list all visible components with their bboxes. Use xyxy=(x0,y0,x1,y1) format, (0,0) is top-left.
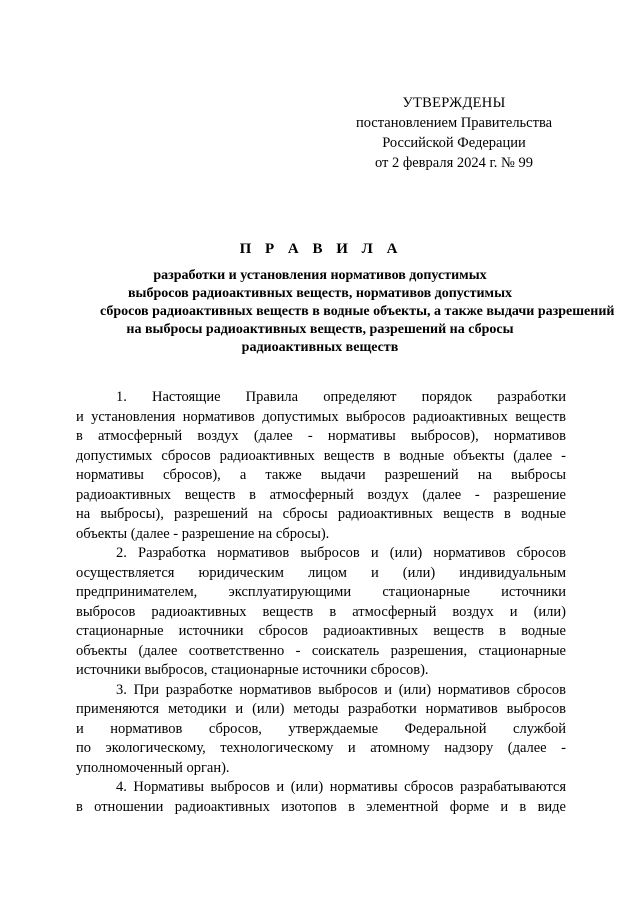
text-line: в атмосферный воздух (далее - нормативы выбросов), нормативов xyxy=(76,428,566,444)
approval-line-2: Российской Федерации xyxy=(382,135,526,151)
approval-line-1: постановлением Правительства xyxy=(355,115,553,131)
document-title: П Р А В И Л А xyxy=(239,241,403,257)
text-line: 3. При разработке нормативов выбросов и (или) нормативов сбросов xyxy=(116,681,566,698)
text-line: предпринимателем, эксплуатирующими стационарные источники xyxy=(76,584,566,600)
approval-stamp xyxy=(340,93,568,173)
subtitle-line: радиоактивных веществ xyxy=(241,340,399,355)
text-line: и установления нормативов допустимых выбросов радиоактивных веществ xyxy=(76,408,566,425)
text-line: 1. Настоящие Правила определяют порядок разработки xyxy=(116,389,566,405)
document-body xyxy=(76,388,566,817)
text-line: объекты (далее соответственно - соискатель разрешения, стационарные xyxy=(76,642,566,659)
text-line: осуществляется юридическим лицом и (или) индивидуальным xyxy=(76,564,566,581)
text-line: объекты (далее - разрешение на сбросы). xyxy=(76,525,330,542)
paragraph-2 xyxy=(76,544,566,681)
subtitle-line: сбросов радиоактивных веществ в водные объекты, а также выдачи разрешений xyxy=(100,304,615,319)
approval-title: УТВЕРЖДЕНЫ xyxy=(402,95,506,111)
document-subtitle xyxy=(100,267,615,357)
subtitle-line: выбросов радиоактивных веществ, нормативов допустимых xyxy=(127,286,512,301)
subtitle-line: на выбросы радиоактивных веществ, разрешений на сбросы xyxy=(126,322,514,337)
text-line: 2. Разработка нормативов выбросов и (или) нормативов сбросов xyxy=(116,545,566,561)
text-line: нормативы сбросов), а также выдачи разрешений на выбросы xyxy=(76,467,566,483)
text-line: в отношении радиоактивных изотопов в элементной форме и в виде xyxy=(76,798,566,815)
text-line: уполномоченный орган). xyxy=(76,759,230,776)
text-line: по экологическому, технологическому и атомному надзору (далее - xyxy=(76,740,566,756)
text-line: допустимых сбросов радиоактивных веществ в водные объекты (далее - xyxy=(76,447,566,464)
paragraph-4 xyxy=(76,778,566,817)
subtitle-line: разработки и установления нормативов допустимых xyxy=(153,268,487,283)
text-line: применяются методики и (или) методы разработки нормативов выбросов xyxy=(76,701,566,717)
text-line: источники выбросов, стационарные источники сбросов). xyxy=(76,662,429,678)
text-line: и нормативов сбросов, утверждаемые Федеральной службой xyxy=(76,720,566,737)
paragraph-3 xyxy=(76,681,566,779)
approval-line-3: от 2 февраля 2024 г. № 99 xyxy=(374,155,534,171)
text-line: выбросов радиоактивных веществ в атмосферный воздух и (или) xyxy=(76,603,566,620)
text-line: радиоактивных веществ в атмосферный воздух (далее - разрешение xyxy=(76,486,566,503)
text-line: на выбросы), разрешений на сбросы радиоактивных веществ в водные xyxy=(76,506,566,522)
text-line: стационарные источники сбросов радиоактивных веществ в водные xyxy=(76,623,566,639)
text-line: 4. Нормативы выбросов и (или) нормативы сбросов разрабатываются xyxy=(116,779,566,795)
paragraph-1 xyxy=(76,388,566,544)
